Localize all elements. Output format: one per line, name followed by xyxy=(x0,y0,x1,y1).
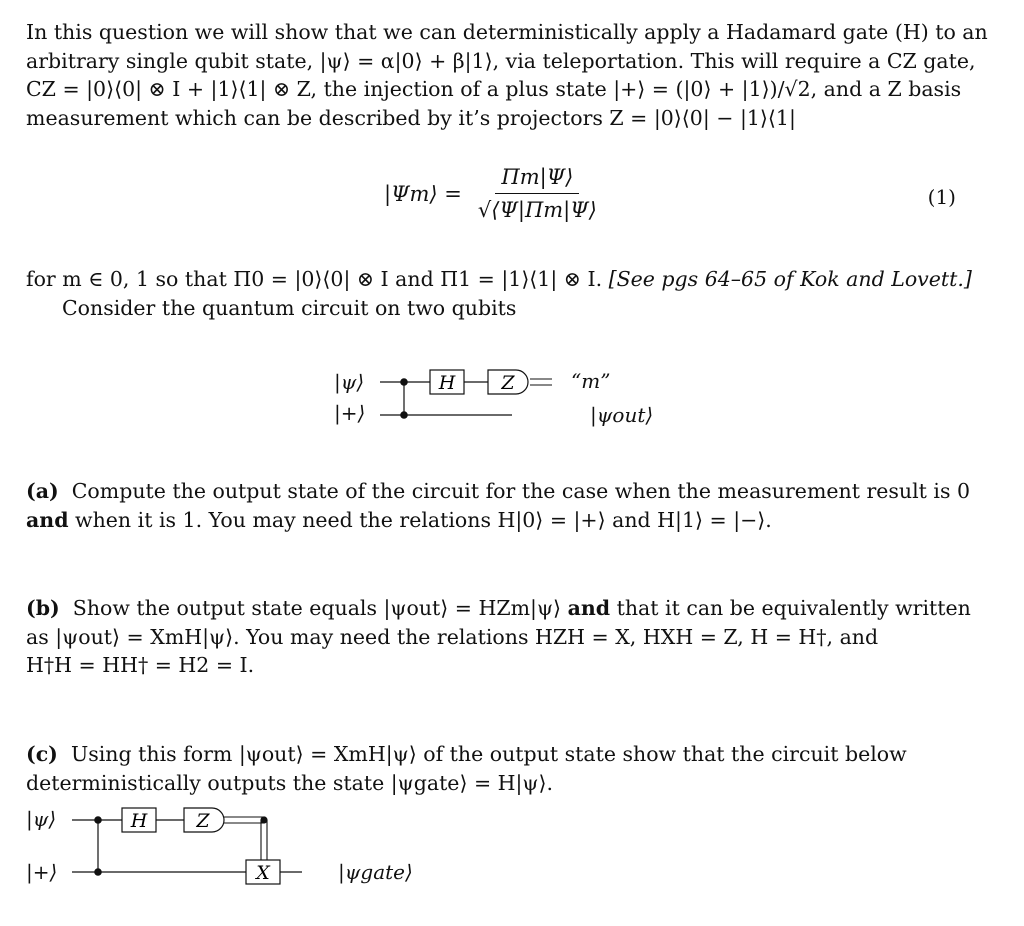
equation-1-denominator: √⟨Ψ|Πm|Ψ⟩ xyxy=(477,198,597,222)
part-b-bold-and: and xyxy=(567,596,611,620)
part-a-line-2 xyxy=(26,506,956,535)
equation-1-number: (1) xyxy=(927,185,956,209)
part-b-label: (b) xyxy=(26,596,60,620)
equation-1-lhs: |Ψm⟩ = xyxy=(384,181,462,206)
after-eq-line-2: Consider the quantum circuit on two qubits xyxy=(62,295,517,320)
reference-note: [See pgs 64–65 of Kok and Lovett.] xyxy=(608,267,972,291)
part-a-line-1-text: Compute the output state of the circuit for the case when the measurement result is 0 xyxy=(71,479,971,503)
circuit2-cz-dot-bottom xyxy=(94,868,102,876)
after-eq-line-1-text: for m ∈ 0, 1 so that Π0 = |0⟩⟨0| ⊗ I and Π1 = |1⟩⟨1| ⊗ I. xyxy=(26,267,609,291)
circuit1-cz-dot-top xyxy=(400,378,408,386)
circuit1-z-label: Z xyxy=(501,372,515,394)
part-c-line-2: deterministically outputs the state |ψgate⟩ = H|ψ⟩. xyxy=(26,770,554,795)
equation-1-numerator: Πm|Ψ⟩ xyxy=(495,165,579,194)
circuit1-input-psi: |ψ⟩ xyxy=(334,370,365,394)
circuit2-input-plus: |+⟩ xyxy=(26,860,58,884)
part-b-line-2: as |ψout⟩ = XmH|ψ⟩. You may need the relations HZH = X, HXH = Z, H = H†, and xyxy=(26,624,879,649)
intro-line-4: measurement which can be described by it’s projectors Z = |0⟩⟨0| − |1⟩⟨1| xyxy=(26,105,796,130)
part-c-line-1 xyxy=(26,740,956,769)
part-a-bold-and: and xyxy=(26,507,69,532)
intro-line-1: In this question we will show that we can deterministically apply a Hadamard gate (H) to an xyxy=(26,20,988,44)
part-b-line-1a: Show the output state equals |ψout⟩ = HZm|ψ⟩ xyxy=(72,596,568,620)
circuit1-cz-dot-bottom xyxy=(400,411,408,419)
intro-paragraph xyxy=(26,18,988,132)
part-b-line-3: H†H = HH† = H2 = I. xyxy=(26,653,255,677)
intro-line-3: CZ = |0⟩⟨0| ⊗ I + |1⟩⟨1| ⊗ Z, the injection of a plus state |+⟩ = (|0⟩ + |1⟩)/√2, and a Z basis xyxy=(26,77,962,101)
part-a-label: (a) xyxy=(26,479,59,503)
part-a-line-1 xyxy=(26,477,971,506)
equation-1 xyxy=(384,165,603,222)
circuit1-measure-label: “m” xyxy=(571,369,611,393)
circuit2-z-label: Z xyxy=(196,810,210,832)
intro-line-2: arbitrary single qubit state, |ψ⟩ = α|0⟩ + β|1⟩, via teleportation. This will require a CZ gate, xyxy=(26,48,976,73)
circuit1-output-label: |ψout⟩ xyxy=(590,403,654,427)
part-c xyxy=(26,740,956,797)
after-eq-line-1 xyxy=(26,265,972,294)
after-equation-paragraph xyxy=(26,265,972,322)
circuit2-x-label: X xyxy=(256,862,270,884)
part-c-label: (c) xyxy=(26,742,58,766)
circuit2-cz-dot-top xyxy=(94,816,102,824)
circuit2-input-psi: |ψ⟩ xyxy=(26,807,57,831)
circuit1-input-plus: |+⟩ xyxy=(334,401,366,425)
part-a-line-2-text: when it is 1. You may need the relations H|0⟩ = |+⟩ and H|1⟩ = |−⟩. xyxy=(68,507,772,532)
part-c-line-1-text: Using this form |ψout⟩ = XmH|ψ⟩ of the output state show that the circuit below xyxy=(70,742,907,766)
part-b xyxy=(26,594,971,680)
equation-1-fraction xyxy=(472,165,603,222)
circuit1-h-label: H xyxy=(438,372,456,394)
circuit-2 xyxy=(0,800,420,900)
part-a xyxy=(26,477,971,534)
circuit2-h-label: H xyxy=(130,810,148,832)
part-b-line-1 xyxy=(26,594,971,623)
circuit2-output-label: |ψgate⟩ xyxy=(338,860,413,884)
part-b-line-1b: that it can be equivalently written xyxy=(610,596,971,620)
circuit2-classical-control-dot xyxy=(260,816,267,823)
